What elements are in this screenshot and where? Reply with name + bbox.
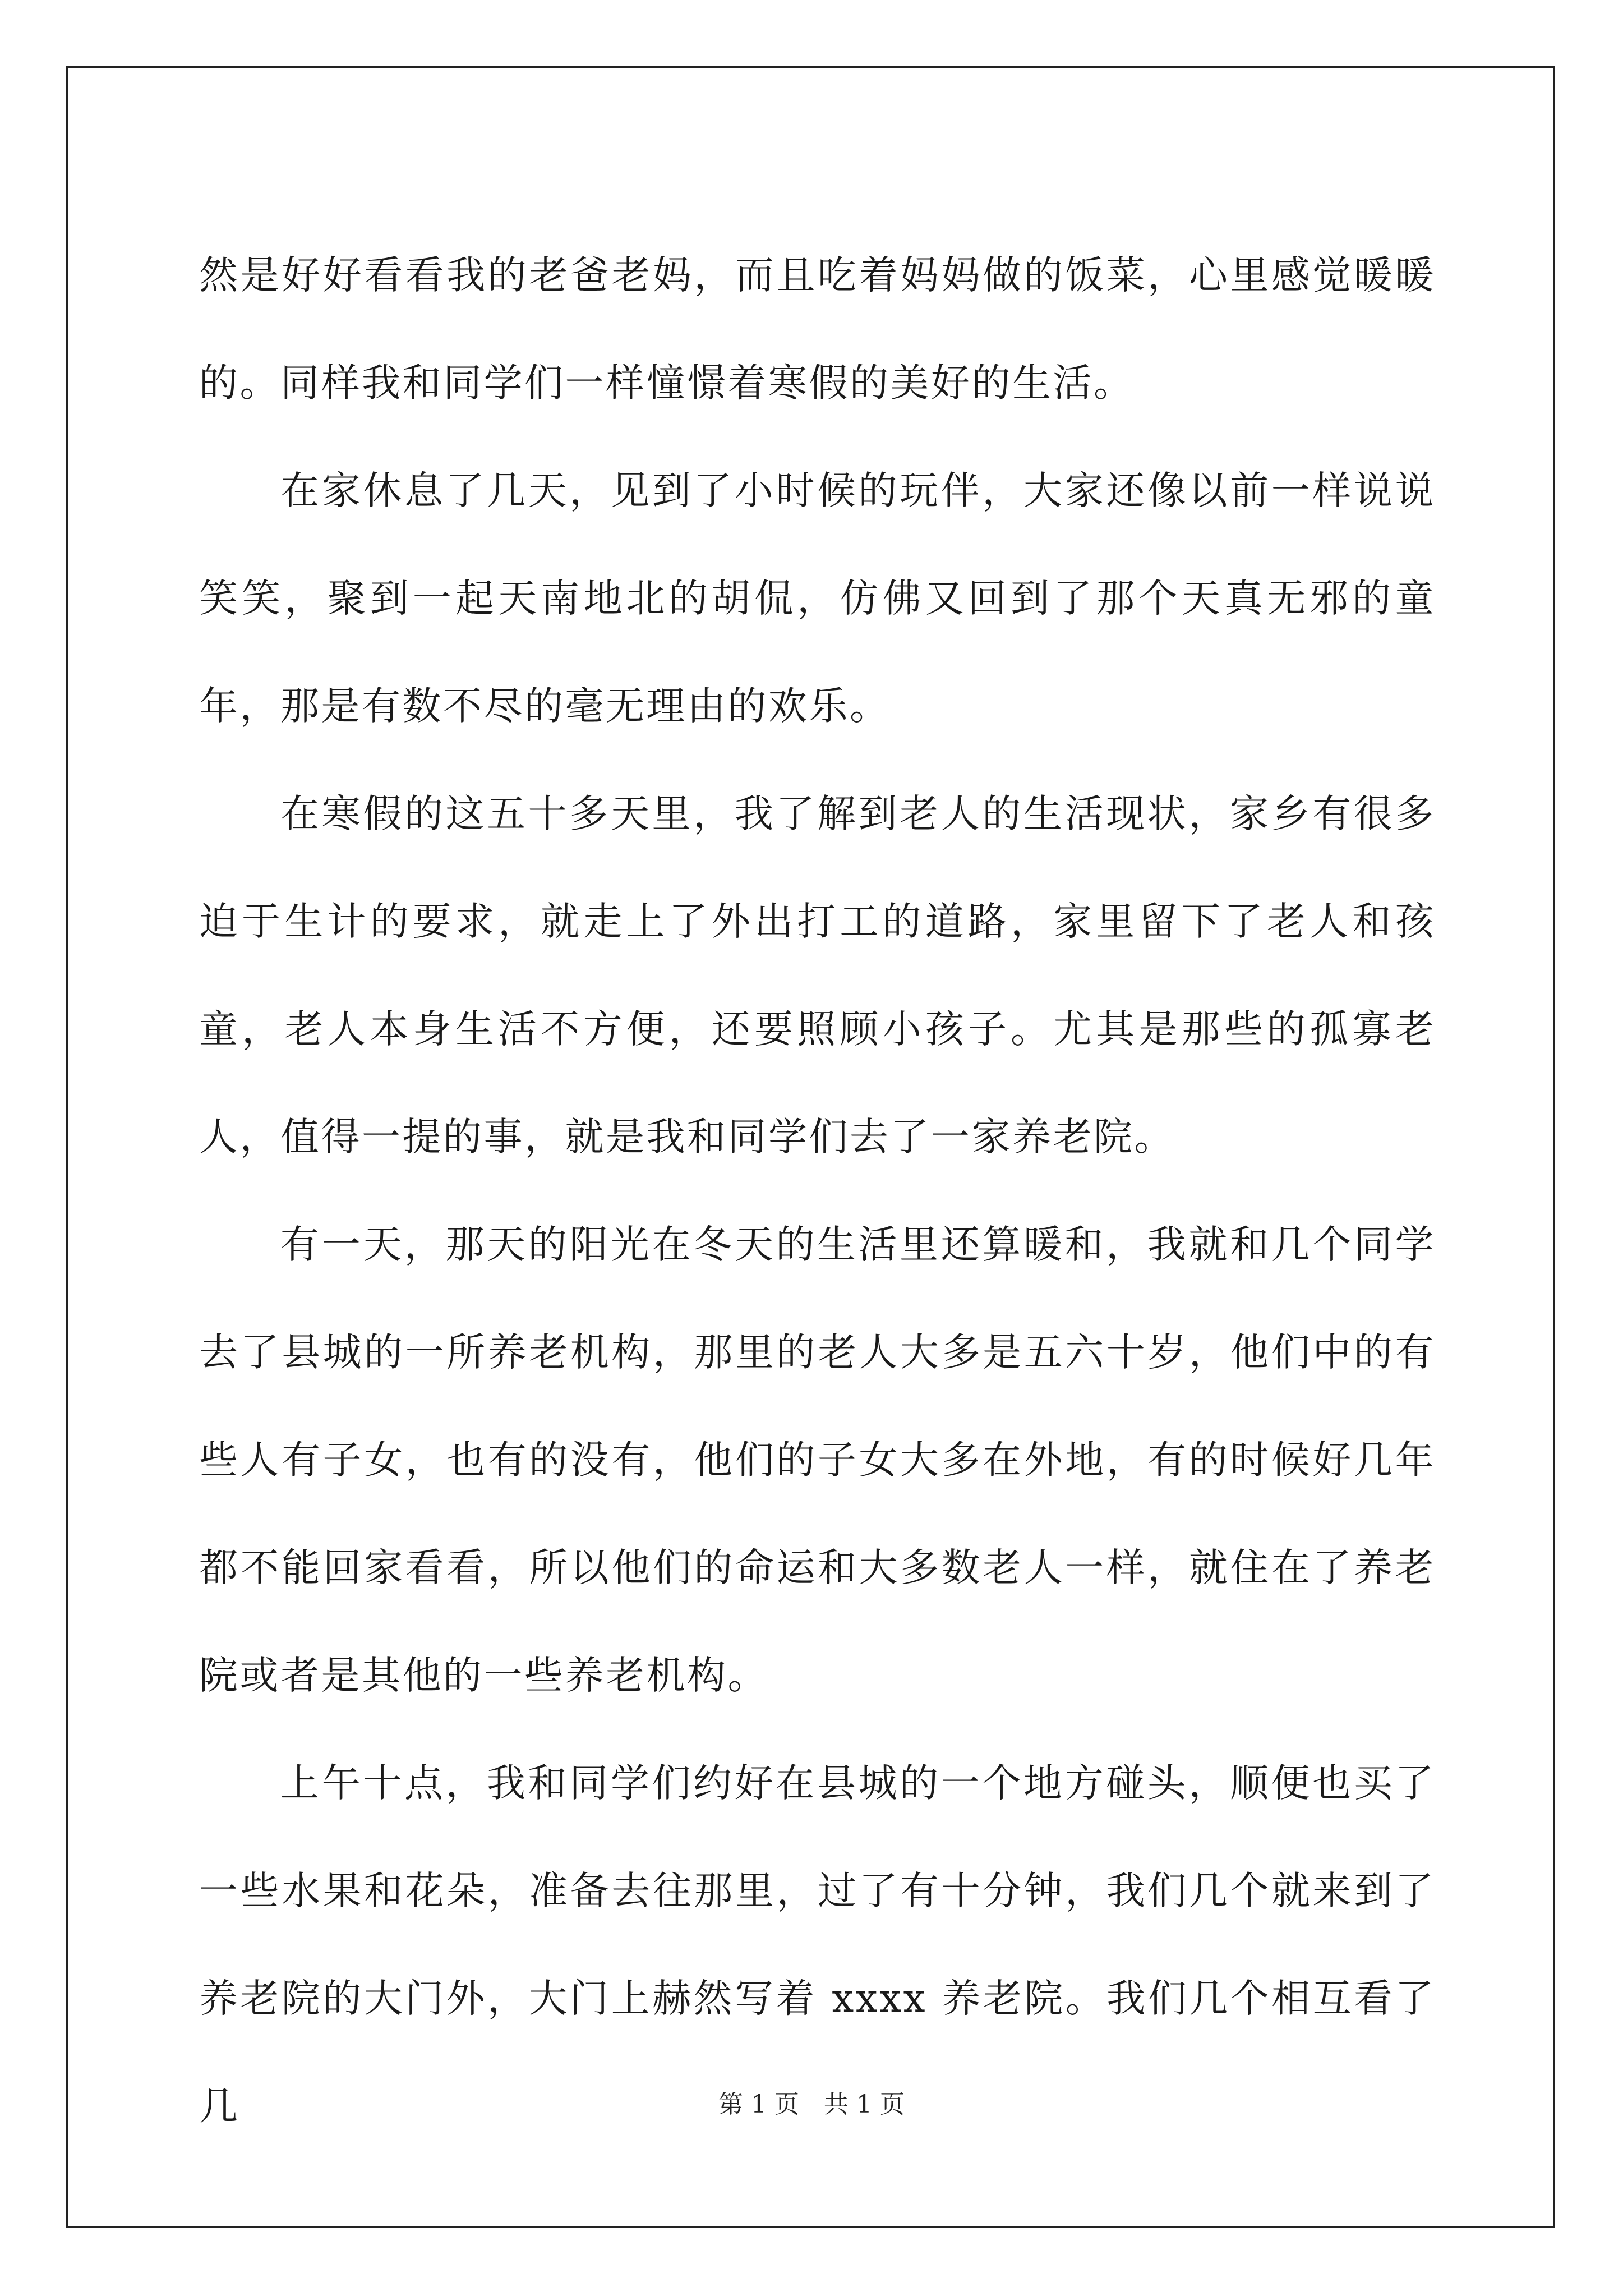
document-body [199, 222, 1436, 2160]
page-footer: 第 1 页 共 1 页 [718, 2090, 905, 2119]
paragraph: 在家休息了几天，见到了小时候的玩伴，大家还像以前一样说说笑笑，聚到一起天南地北的胡侃，仿佛又回到了那个天真无邪的童年，那是有数不尽的毫无理由的欢乐。 [199, 468, 1436, 729]
paragraph: 有一天，那天的阳光在冬天的生活里还算暖和，我就和几个同学去了县城的一所养老机构，那里的老人大多是五六十岁，他们中的有些人有子女，也有的没有，他们的子女大多在外地，有的时候好几年都不能回家看看，所以他们的命运和大多数老人一样，就住在了养老院或者是其他的一些养老机构。 [199, 1222, 1436, 1698]
paragraph: 在寒假的这五十多天里，我了解到老人的生活现状，家乡有很多迫于生计的要求，就走上了外出打工的道路，家里留下了老人和孩童，老人本身生活不方便，还要照顾小孩子。尤其是那些的孤寡老人，值得一提的事，就是我和同学们去了一家养老院。 [199, 792, 1436, 1159]
paragraph-continuation: 然是好好看看我的老爸老妈，而且吃着妈妈做的饭菜，心里感觉暖暖的。同样我和同学们一样憧憬着寒假的美好的生活。 [199, 253, 1436, 406]
paragraph: 上午十点，我和同学们约好在县城的一个地方碰头，顺便也买了一些水果和花朵，准备去往那里，过了有十分钟，我们几个就来到了养老院的大门外，大门上赫然写着 xxxx 养老院。我们几个相互看了几 [199, 1761, 1436, 2129]
